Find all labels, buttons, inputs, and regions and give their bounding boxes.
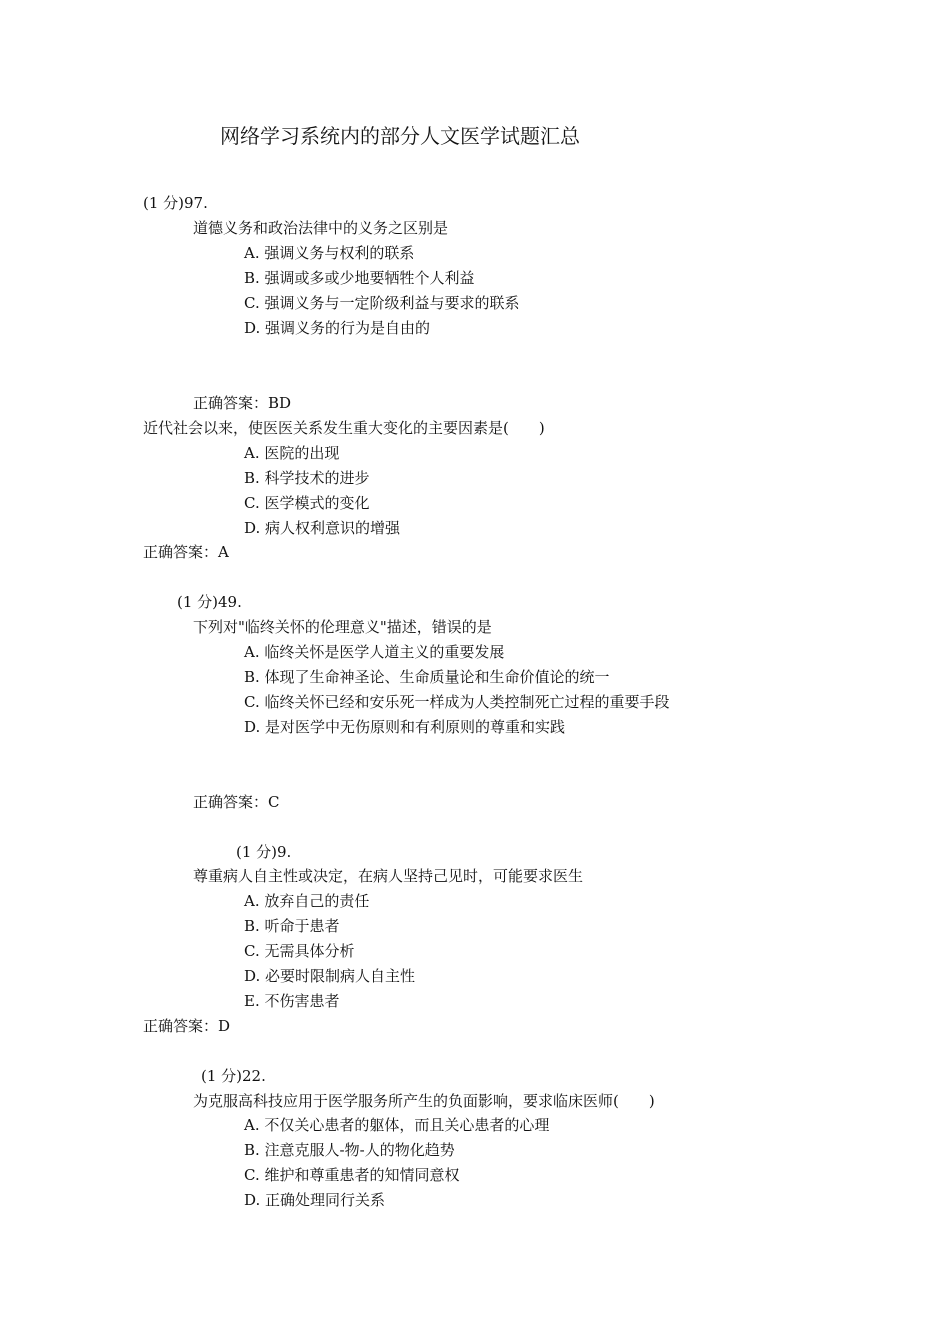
question-score: (1 分)49.	[177, 593, 242, 611]
question-score: (1 分)97.	[143, 194, 208, 212]
option-c: C. 临终关怀已经和安乐死一样成为人类控制死亡过程的重要手段	[244, 693, 670, 711]
option-a: A. 放弃自己的责任	[244, 892, 370, 910]
option-e: E. 不伤害患者	[244, 992, 340, 1010]
option-d: D. 正确处理同行关系	[244, 1191, 386, 1209]
option-b: B. 注意克服人-物-人的物化趋势	[244, 1141, 455, 1159]
option-b: B. 强调或多或少地要牺牲个人利益	[244, 269, 475, 287]
option-d: D. 必要时限制病人自主性	[244, 967, 416, 985]
option-a: A. 临终关怀是医学人道主义的重要发展	[244, 643, 505, 661]
option-c: C. 维护和尊重患者的知情同意权	[244, 1166, 460, 1184]
document-title: 网络学习系统内的部分人文医学试题汇总	[220, 124, 580, 148]
option-a: A. 不仅关心患者的躯体，而且关心患者的心理	[244, 1116, 550, 1134]
question-stem: 为克服高科技应用于医学服务所产生的负面影响，要求临床医师( )	[193, 1092, 655, 1110]
option-c: C. 无需具体分析	[244, 942, 355, 960]
option-d: D. 是对医学中无伤原则和有利原则的尊重和实践	[244, 718, 566, 736]
option-b: B. 科学技术的进步	[244, 469, 370, 487]
question-stem: 尊重病人自主性或决定，在病人坚持己见时，可能要求医生	[193, 867, 584, 885]
question-score: (1 分)9.	[236, 843, 292, 861]
option-d: D. 强调义务的行为是自由的	[244, 319, 431, 337]
question-stem: 近代社会以来，使医医关系发生重大变化的主要因素是( )	[143, 419, 545, 437]
option-a: A. 强调义务与权利的联系	[244, 244, 415, 262]
option-d: D. 病人权利意识的增强	[244, 519, 401, 537]
correct-answer: 正确答案：D	[143, 1017, 231, 1035]
correct-answer: 正确答案：BD	[193, 394, 292, 412]
correct-answer: 正确答案：A	[143, 543, 229, 561]
option-c: C. 医学模式的变化	[244, 494, 370, 512]
option-a: A. 医院的出现	[244, 444, 340, 462]
option-b: B. 体现了生命神圣论、生命质量论和生命价值论的统一	[244, 668, 610, 686]
option-c: C. 强调义务与一定阶级利益与要求的联系	[244, 294, 520, 312]
correct-answer: 正确答案：C	[193, 793, 280, 811]
question-stem: 下列对"临终关怀的伦理意义"描述，错误的是	[193, 618, 492, 636]
question-stem: 道德义务和政治法律中的义务之区别是	[193, 219, 449, 237]
question-score: (1 分)22.	[201, 1067, 266, 1085]
option-b: B. 听命于患者	[244, 917, 340, 935]
